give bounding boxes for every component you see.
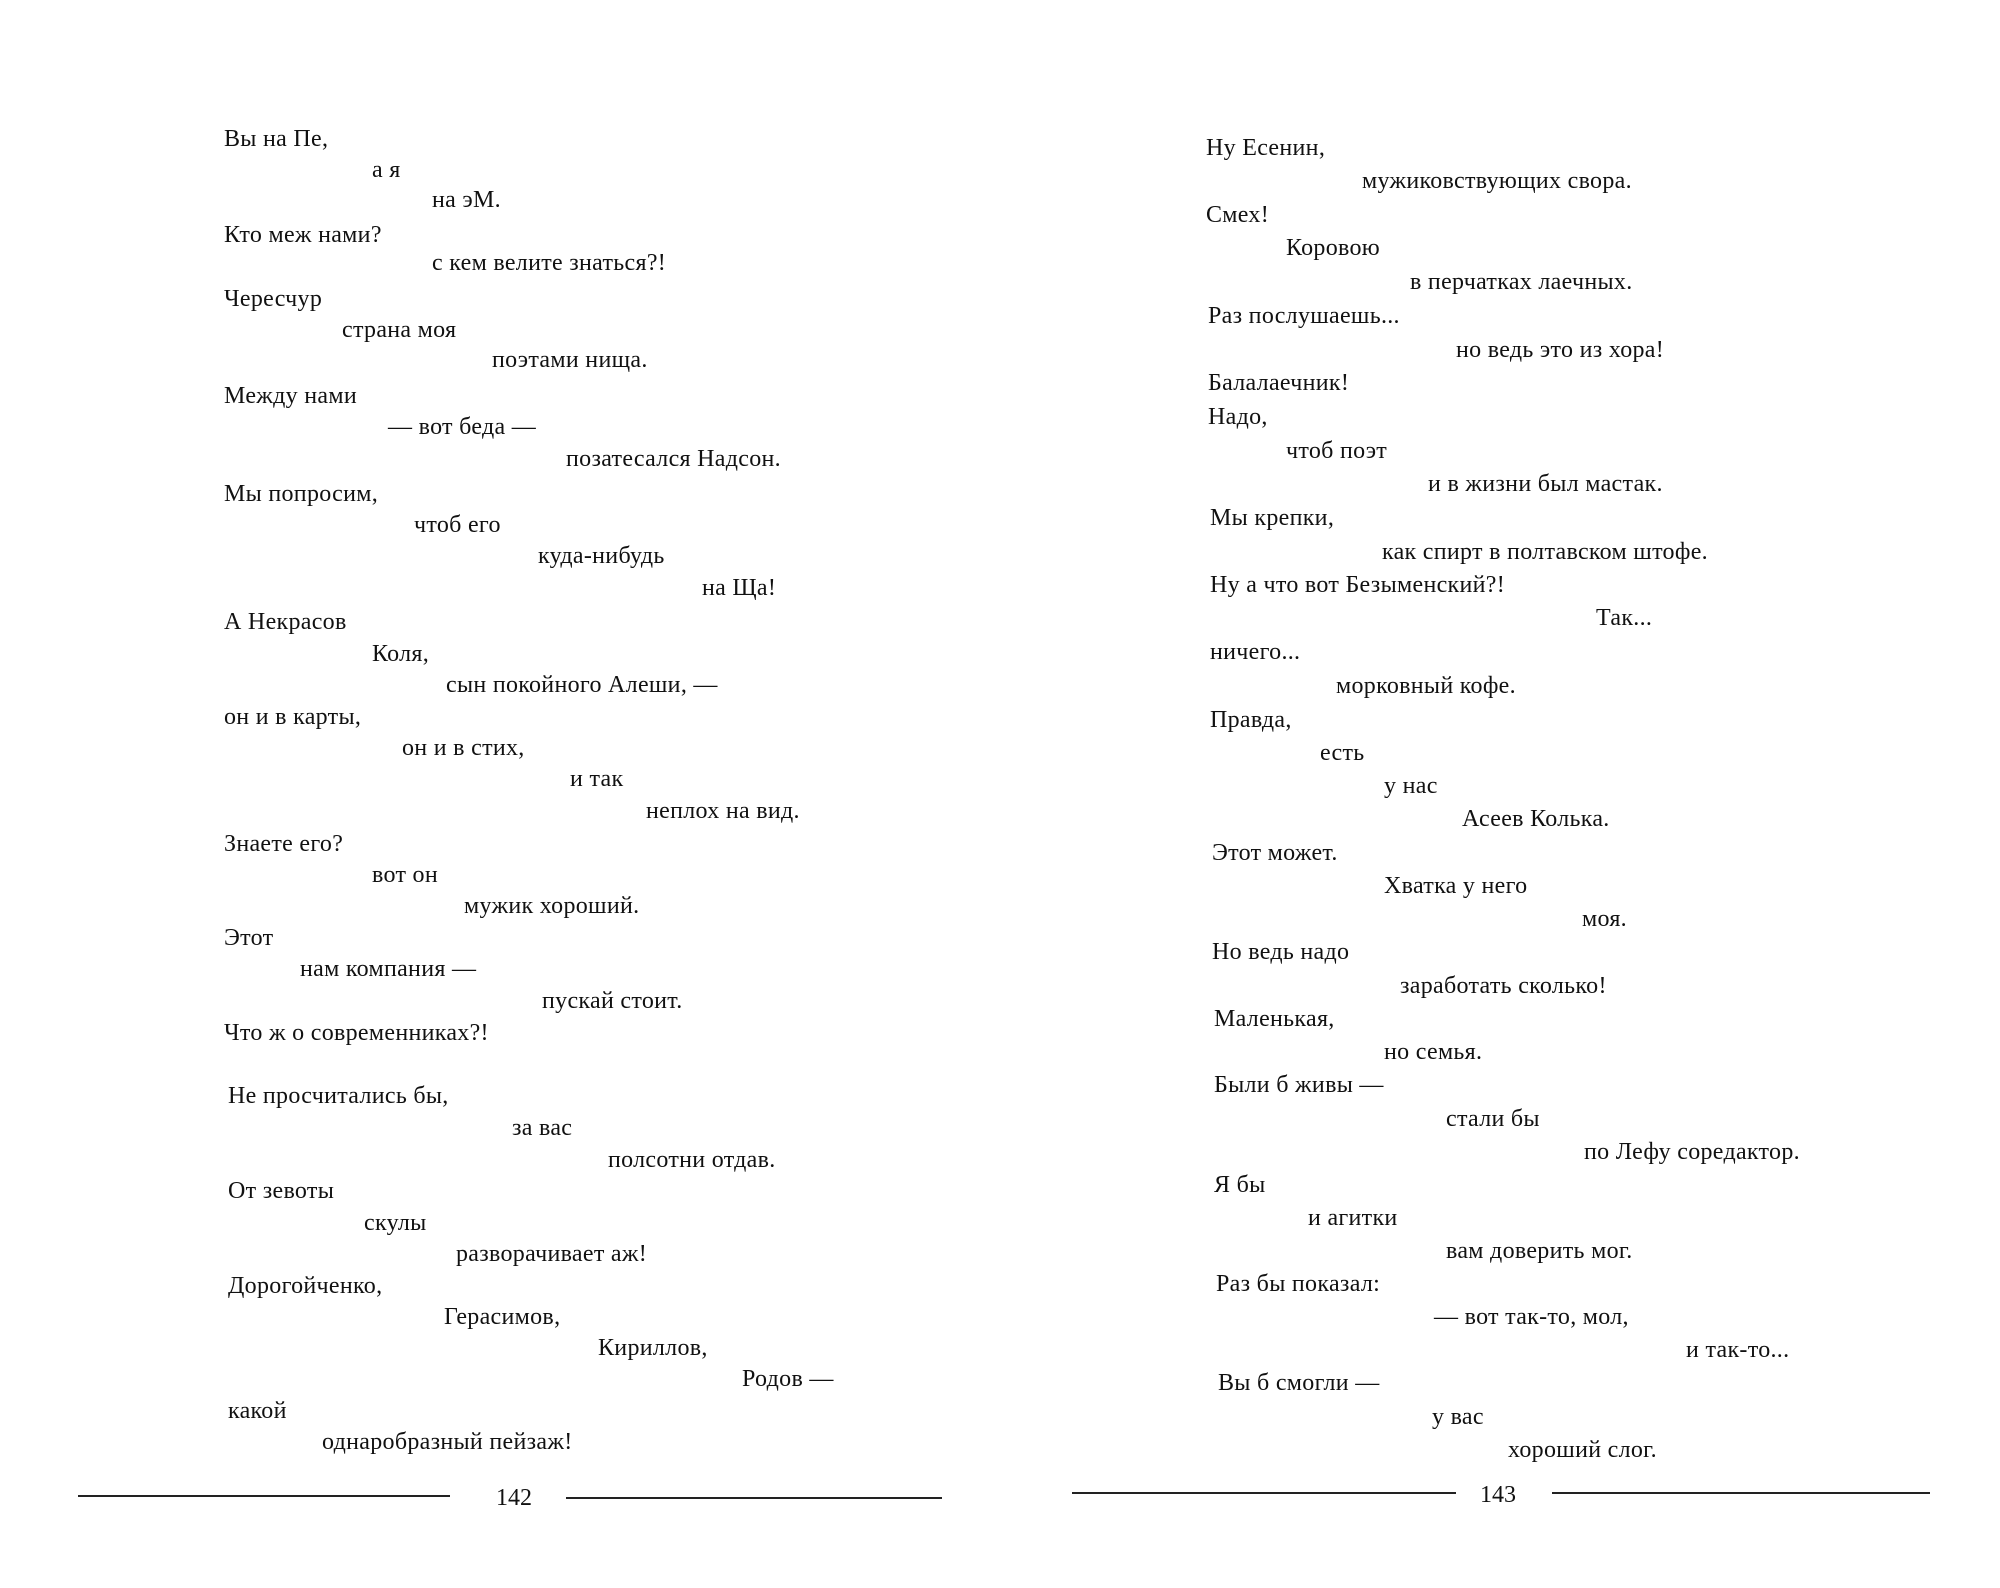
verse-line: вот он <box>372 862 438 888</box>
verse-line: какой <box>228 1398 287 1424</box>
verse-line: и так-то... <box>1686 1337 1790 1363</box>
verse-line: ничего... <box>1210 639 1301 665</box>
verse-line: моя. <box>1582 906 1627 932</box>
verse-line: Правда, <box>1210 707 1292 733</box>
verse-line: заработать сколько! <box>1400 973 1607 999</box>
footer-rule-left <box>78 1495 450 1497</box>
verse-line: Маленькая, <box>1214 1006 1335 1032</box>
verse-line: и так <box>570 766 624 792</box>
verse-line: у нас <box>1384 773 1438 799</box>
verse-line: — вот беда — <box>388 414 537 440</box>
verse-line: разворачивает аж! <box>456 1241 648 1267</box>
footer-rule-left <box>1072 1492 1456 1494</box>
verse-line: за вас <box>512 1115 573 1141</box>
verse-line: нам компания — <box>300 956 477 982</box>
verse-line: Хватка у него <box>1384 873 1528 899</box>
verse-line: Ну а что вот Безыменский?! <box>1210 572 1506 598</box>
verse-line: он и в карты, <box>224 704 362 730</box>
verse-line: Не просчитались бы, <box>228 1083 449 1109</box>
footer-rule-right <box>1552 1492 1930 1494</box>
verse-line: пускай стоит. <box>542 988 683 1014</box>
verse-line: Между нами <box>224 383 357 409</box>
verse-line: Мы попросим, <box>224 481 379 507</box>
verse-line: Но ведь надо <box>1212 939 1350 965</box>
verse-line: Надо, <box>1208 404 1268 430</box>
verse-line: в перчатках лаечных. <box>1410 269 1633 295</box>
verse-line: чтоб поэт <box>1286 438 1388 464</box>
verse-line: Ну Есенин, <box>1206 135 1326 161</box>
verse-line: а я <box>372 157 401 183</box>
right-page <box>1000 0 2000 1588</box>
verse-line: однаробразный пейзаж! <box>322 1429 573 1455</box>
verse-line: Что ж о современниках?! <box>224 1020 489 1046</box>
verse-line: хороший слог. <box>1508 1437 1657 1463</box>
verse-line: Балалаечник! <box>1208 370 1350 396</box>
verse-line: чтоб его <box>414 512 501 538</box>
page-number: 143 <box>1480 1482 1516 1508</box>
verse-line: сын покойного Алеши, — <box>446 672 718 698</box>
verse-line: Дорогойченко, <box>228 1273 383 1299</box>
verse-line: куда-нибудь <box>538 543 665 569</box>
verse-line: поэтами нища. <box>492 347 648 373</box>
page-number: 142 <box>496 1485 532 1511</box>
verse-line: Знаете его? <box>224 831 344 857</box>
verse-line: и агитки <box>1308 1205 1398 1231</box>
verse-line: Я бы <box>1214 1172 1266 1198</box>
footer-rule-right <box>566 1497 942 1499</box>
verse-line: Так... <box>1596 605 1653 631</box>
verse-line: Смех! <box>1206 202 1270 228</box>
verse-line: Чересчур <box>224 286 323 312</box>
verse-line: неплох на вид. <box>646 798 800 824</box>
verse-line: есть <box>1320 740 1365 766</box>
verse-line: А Некрасов <box>224 609 347 635</box>
verse-line: позатесался Надсон. <box>566 446 781 472</box>
verse-line: но ведь это из хора! <box>1456 337 1665 363</box>
verse-line: Мы крепки, <box>1210 505 1335 531</box>
verse-line: Коровою <box>1286 235 1381 261</box>
verse-line: Кириллов, <box>598 1335 708 1361</box>
verse-line: Кто меж нами? <box>224 222 382 248</box>
verse-line: на эМ. <box>432 187 501 213</box>
verse-line: на Ща! <box>702 575 777 601</box>
verse-line: морковный кофе. <box>1336 673 1516 699</box>
verse-line: стали бы <box>1446 1106 1540 1132</box>
verse-line: и в жизни был мастак. <box>1428 471 1663 497</box>
verse-line: но семья. <box>1384 1039 1483 1065</box>
verse-line: с кем велите знаться?! <box>432 250 667 276</box>
verse-line: Герасимов, <box>444 1304 561 1330</box>
verse-line: Были б живы — <box>1214 1072 1384 1098</box>
verse-line: мужиковствующих свора. <box>1362 168 1632 194</box>
verse-line: у вас <box>1432 1404 1484 1430</box>
verse-line: он и в стих, <box>402 735 525 761</box>
verse-line: — вот так-то, мол, <box>1434 1304 1629 1330</box>
verse-line: скулы <box>364 1210 427 1236</box>
verse-line: как спирт в полтавском штофе. <box>1382 539 1708 565</box>
verse-line: Коля, <box>372 641 430 667</box>
verse-line: Родов — <box>742 1366 834 1392</box>
verse-line: Раз послушаешь... <box>1208 303 1400 329</box>
verse-line: Асеев Колька. <box>1462 806 1610 832</box>
verse-line: мужик хороший. <box>464 893 640 919</box>
verse-line: вам доверить мог. <box>1446 1238 1633 1264</box>
verse-line: полсотни отдав. <box>608 1147 776 1173</box>
verse-line: Этот может. <box>1212 840 1338 866</box>
verse-line: страна моя <box>342 317 457 343</box>
verse-line: Вы на Пе, <box>224 126 329 152</box>
verse-line: От зевоты <box>228 1178 335 1204</box>
verse-line: Вы б смогли — <box>1218 1370 1380 1396</box>
verse-line: Раз бы показал: <box>1216 1271 1381 1297</box>
verse-line: Этот <box>224 925 274 951</box>
verse-line: по Лефу соредактор. <box>1584 1139 1800 1165</box>
